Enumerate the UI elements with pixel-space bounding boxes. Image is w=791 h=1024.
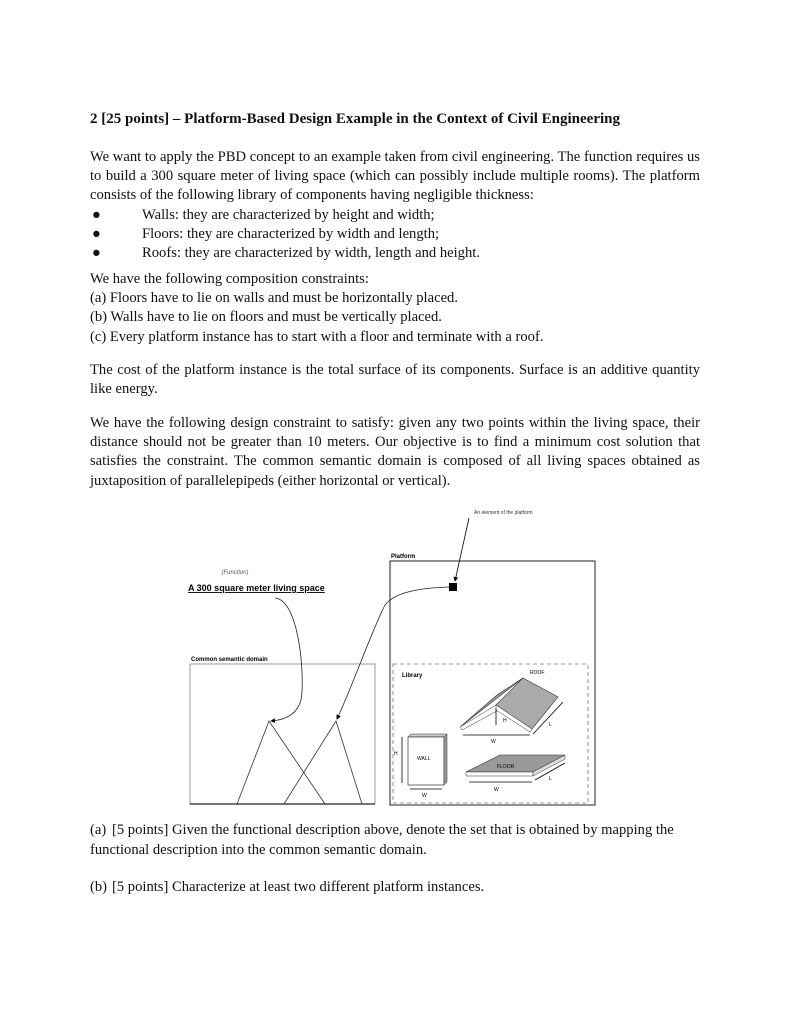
mapping-arrow xyxy=(271,598,302,721)
wall-label: WALL xyxy=(417,756,431,762)
platform-label: Platform xyxy=(391,554,416,560)
bullet-icon: ● xyxy=(92,245,101,262)
bullet-text: Floors: they are characterized by width and length; xyxy=(142,225,440,242)
intro-paragraph: We want to apply the PBD concept to an example taken from civil engineering. The function requires us to build a 300 square meter of living space (which can possibly include multiple rooms). The platform consists of the following library of components having negligible thickness: xyxy=(90,149,700,204)
constraint-item: (a) Floors have to lie on walls and must be horizontally placed. xyxy=(90,290,458,307)
wall-h-label: H xyxy=(394,751,398,757)
constraints-intro: We have the following composition constraints: xyxy=(90,271,369,287)
question-text: [5 points] Characterize at least two different platform instances. xyxy=(112,879,485,895)
question-a xyxy=(90,821,702,860)
roof-l-label: L xyxy=(549,722,552,728)
floor-w-label: W xyxy=(494,787,499,793)
bullet-icon: ● xyxy=(92,225,101,242)
floor-component xyxy=(466,755,565,793)
roof-w-label: W xyxy=(491,739,496,745)
function-text: A 300 square meter living space xyxy=(188,583,325,593)
function-label: (Function) xyxy=(221,570,249,576)
domain-box xyxy=(190,664,375,804)
problem-heading: 2 [25 points] – Platform-Based Design Example in the Context of Civil Engineering xyxy=(90,111,620,127)
roof-component xyxy=(460,670,563,745)
floor-label: FLOOR xyxy=(497,764,515,770)
question-label: (b) xyxy=(90,879,108,895)
roof-h-label: H xyxy=(503,718,507,724)
constraint-item: (c) Every platform instance has to start with a floor and terminate with a roof. xyxy=(90,328,544,345)
platform-element xyxy=(449,583,457,591)
domain-label: Common semantic domain xyxy=(191,657,268,663)
wall-component xyxy=(394,734,447,799)
question-text: [5 points] Given the functional description above, denote the set that is obtained by mapping the functional description into the common semantic domain. xyxy=(90,822,674,858)
design-constraint-paragraph: We have the following design constraint to satisfy: given any two points within the living space, their distance should not be greater than 10 meters. Our objective is to find a minimum cost solution that satisfies the constraint. The common semantic domain is composed of all living spaces obtained as juxtaposition of parallelepipeds (either horizontal or vertical). xyxy=(90,415,700,489)
bullet-icon: ● xyxy=(92,206,101,223)
bullet-text: Walls: they are characterized by height and width; xyxy=(142,206,435,223)
library-label: Library xyxy=(402,673,423,679)
domain-shape xyxy=(237,721,325,804)
element-label: An element of the platform xyxy=(474,510,533,516)
element-arrow xyxy=(455,518,469,581)
question-b xyxy=(90,878,702,898)
roof-label: ROOF xyxy=(530,670,545,676)
constraint-item: (b) Walls have to lie on floors and must be vertically placed. xyxy=(90,309,442,326)
question-label: (a) xyxy=(90,822,107,838)
wall-w-label: W xyxy=(422,793,427,799)
domain-shape xyxy=(284,721,362,804)
cost-paragraph: The cost of the platform instance is the total surface of its components. Surface is an additive quantity like energy. xyxy=(90,362,700,398)
bullet-text: Roofs: they are characterized by width, length and height. xyxy=(142,245,480,262)
floor-l-label: L xyxy=(549,776,552,782)
